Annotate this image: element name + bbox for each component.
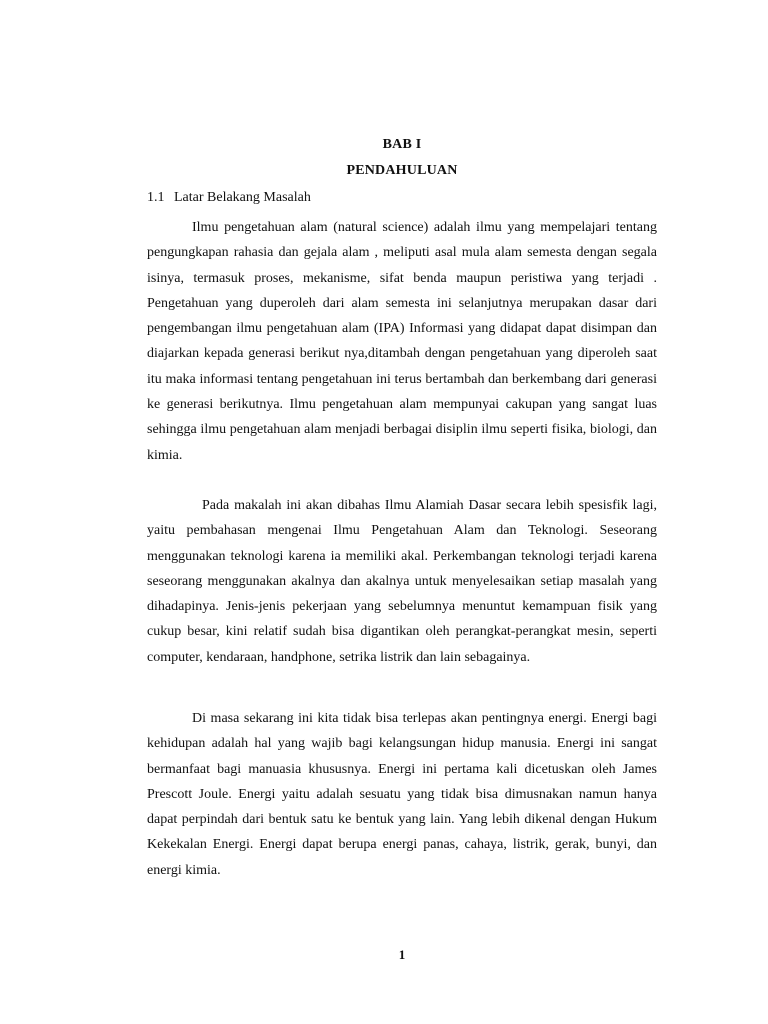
paragraph-1-text: Ilmu pengetahuan alam (natural science) adalah ilmu yang mempelajari tentang pengungkapan rahasia dan gejala alam , meliputi asal mula alam semesta dengan segala isinya, termasuk proses, mekanisme, sifat benda maupun peristiwa yang terjadi . Pengetahuan yang duperoleh dari alam semesta ini selanjutnya merupakan dasar dari pengembangan ilmu pengetahuan alam (IPA) Informasi yang didapat dapat disimpan dan diajarkan kepada generasi berikut nya,ditambah dengan pengetahuan yang diperoleh saat itu maka informasi tentang pengetahuan ini terus bertambah dan berkembang dari generasi ke generasi berikutnya. Ilmu pengetahuan alam mempunyai cakupan yang sangat luas sehingga ilmu pengetahuan alam menjadi berbagai disiplin ilmu seperti fisika, biologi, dan kimia. (147, 220, 657, 463)
paragraph-1 (147, 215, 657, 468)
paragraph-3 (147, 706, 657, 883)
paragraph-2 (147, 493, 657, 670)
page-number: 1 (398, 947, 406, 962)
section-heading (147, 190, 311, 206)
paragraph-2-text: Pada makalah ini akan dibahas Ilmu Alamiah Dasar secara lebih spesisfik lagi, yaitu pembahasan mengenai Ilmu Pengetahuan Alam dan Teknologi. Seseorang menggunakan teknologi karena ia memiliki akal. Perkembangan teknologi terjadi karena seseorang menggunakan akalnya dan akalnya untuk menyelesaikan setiap masalah yang dihadapinya. Jenis-jenis pekerjaan yang sebelumnya menuntut kemampuan fisik yang cukup besar, kini relatif sudah bisa digantikan oleh perangkat-perangkat mesin, seperti computer, kendaraan, handphone, setrika listrik dan lain sebagainya. (147, 498, 657, 665)
paragraph-3-text: Di masa sekarang ini kita tidak bisa terlepas akan pentingnya energi. Energi bagi kehidupan adalah hal yang wajib bagi kelangsungan hidup manusia. Energi ini sangat bermanfaat bagi manuasia khususnya. Energi ini pertama kali dicetuskan oleh James Prescott Joule. Energi yaitu adalah sesuatu yang tidak bisa dimusnakan namun hanya dapat perpindah dari bentuk satu ke bentuk yang lain. Yang lebih dikenal dengan Hukum Kekekalan Energi. Energi dapat berupa energi panas, cahaya, listrik, gerak, bunyi, dan energi kimia. (147, 711, 657, 878)
section-number: 1.1 (147, 190, 165, 205)
section-title: Latar Belakang Masalah (174, 190, 311, 205)
chapter-label: BAB I (382, 137, 422, 152)
chapter-title: PENDAHULUAN (346, 163, 458, 178)
